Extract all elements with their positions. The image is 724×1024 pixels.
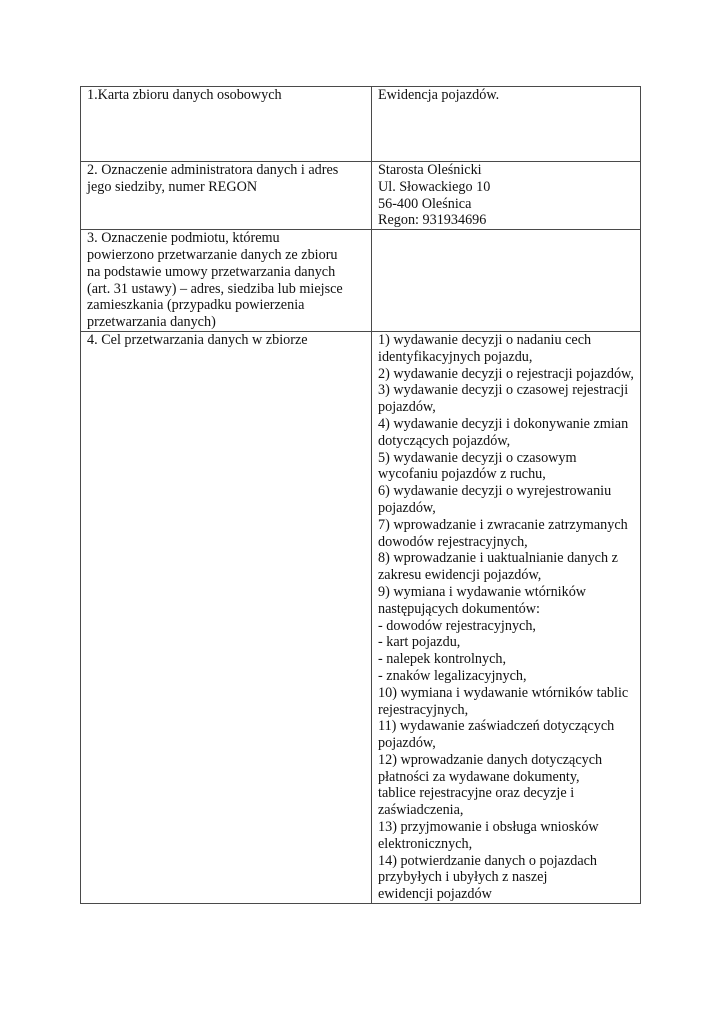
- cell-text-line: zakresu ewidencji pojazdów,: [378, 567, 542, 584]
- cell-label: [81, 331, 372, 903]
- cell-text-line: jego siedziby, numer REGON: [87, 178, 258, 195]
- cell-text-line: 6) wydawanie decyzji o wyrejestrowaniu: [378, 483, 612, 500]
- cell-text-line: 11) wydawanie zaświadczeń dotyczących: [378, 718, 615, 735]
- cell-text-line: Ewidencja pojazdów.: [378, 87, 500, 103]
- cell-text-line: - znaków legalizacyjnych,: [378, 667, 527, 684]
- cell-text-line: przetwarzania danych): [87, 314, 216, 331]
- cell-text-line: 8) wprowadzanie i uaktualnianie danych z: [378, 550, 618, 567]
- cell-text-line: przybyłych i ubyłych z naszej: [378, 869, 548, 886]
- cell-text-line: 9) wymiana i wydawanie wtórników: [378, 583, 587, 600]
- cell-text-line: 10) wymiana i wydawanie wtórników tablic: [378, 684, 629, 701]
- table-row: [81, 87, 641, 162]
- cell-text-line: - dowodów rejestracyjnych,: [378, 617, 536, 634]
- cell-text-line: pojazdów,: [378, 499, 436, 516]
- cell-text-line: następujących dokumentów:: [378, 600, 540, 617]
- cell-text-line: (art. 31 ustawy) – adres, siedziba lub miejsce: [87, 280, 343, 297]
- cell-text-line: pojazdów,: [378, 735, 436, 752]
- cell-text-line: 3. Oznaczenie podmiotu, któremu: [87, 230, 280, 247]
- cell-text-line: 1.Karta zbioru danych osobowych: [87, 87, 282, 103]
- cell-text-line: elektronicznych,: [378, 835, 473, 852]
- cell-text-line: 56-400 Oleśnica: [378, 195, 472, 212]
- cell-text-line: 7) wprowadzanie i zwracanie zatrzymanych: [378, 516, 628, 533]
- cell-text-line: powierzono przetwarzanie danych ze zbioru: [87, 246, 338, 263]
- cell-label: [81, 230, 372, 332]
- cell-text-line: identyfikacyjnych pojazdu,: [378, 348, 533, 365]
- cell-text-line: 12) wprowadzanie danych dotyczących: [378, 751, 603, 768]
- table-row: [81, 162, 641, 230]
- cell-text-line: 5) wydawanie decyzji o czasowym: [378, 449, 577, 466]
- cell-text-line: 14) potwierdzanie danych o pojazdach: [378, 852, 598, 869]
- cell-text-line: - kart pojazdu,: [378, 634, 461, 651]
- cell-text-line: rejestracyjnych,: [378, 701, 469, 718]
- cell-text-line: ewidencji pojazdów: [378, 886, 492, 903]
- cell-text-line: płatności za wydawane dokumenty,: [378, 768, 580, 785]
- cell-value: [372, 331, 641, 903]
- cell-text-line: 1) wydawanie decyzji o nadaniu cech: [378, 331, 592, 348]
- cell-text-line: 3) wydawanie decyzji o czasowej rejestracji: [378, 382, 629, 399]
- cell-text-line: 4) wydawanie decyzji i dokonywanie zmian: [378, 415, 629, 432]
- cell-text-line: 13) przyjmowanie i obsługa wniosków: [378, 819, 599, 836]
- cell-label: [81, 87, 372, 162]
- cell-value: [372, 162, 641, 230]
- cell-text-line: 4. Cel przetwarzania danych w zbiorze: [87, 331, 308, 348]
- data-set-card-table: [80, 86, 641, 904]
- cell-text-line: zaświadczenia,: [378, 802, 464, 819]
- cell-value: [372, 87, 641, 162]
- table-row: [81, 331, 641, 903]
- cell-text-line: na podstawie umowy przetwarzania danych: [87, 263, 336, 280]
- cell-value: [372, 230, 641, 332]
- cell-text-line: - nalepek kontrolnych,: [378, 651, 507, 668]
- cell-text-line: zamieszkania (przypadku powierzenia: [87, 297, 305, 314]
- cell-text-line: tablice rejestracyjne oraz decyzje i: [378, 785, 575, 802]
- cell-text-line: Regon: 931934696: [378, 212, 487, 229]
- cell-label: [81, 162, 372, 230]
- cell-text-line: 2) wydawanie decyzji o rejestracji pojazdów,: [378, 365, 634, 382]
- cell-text-line: wycofaniu pojazdów z ruchu,: [378, 466, 546, 483]
- cell-text-line: Starosta Oleśnicki: [378, 162, 482, 178]
- table-row: [81, 230, 641, 332]
- cell-text-line: dowodów rejestracyjnych,: [378, 533, 528, 550]
- cell-text-line: pojazdów,: [378, 399, 436, 416]
- cell-text-line: 2. Oznaczenie administratora danych i adres: [87, 162, 339, 178]
- cell-text-line: dotyczących pojazdów,: [378, 432, 511, 449]
- cell-text-line: Ul. Słowackiego 10: [378, 178, 491, 195]
